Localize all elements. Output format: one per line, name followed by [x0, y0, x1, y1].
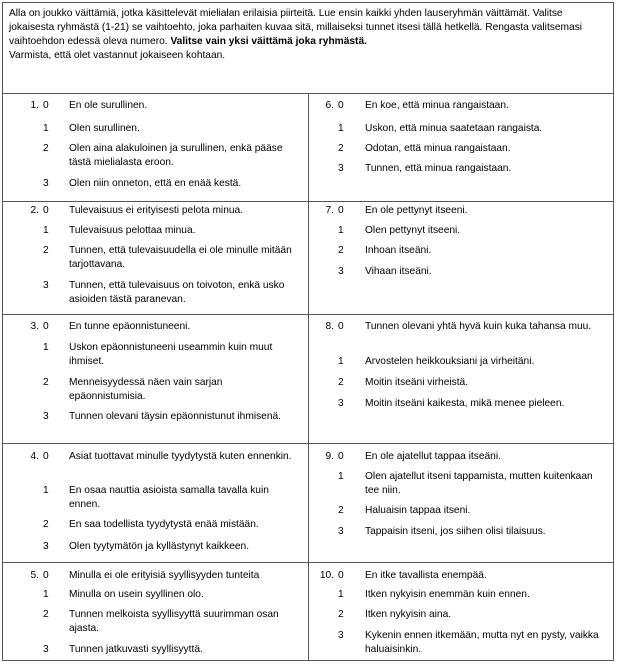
- divider: [3, 562, 613, 563]
- questionnaire-sheet: [2, 2, 614, 661]
- option-text: En ole ajatellut tappaa itseäni.: [365, 451, 501, 462]
- option-number[interactable]: 0: [338, 321, 344, 332]
- group-number: 4.: [30, 451, 39, 462]
- option-number[interactable]: 1: [43, 342, 49, 353]
- option-text: Tunnen, että tulevaisuudella ei ole minulle mitään tarjottavana.: [69, 245, 292, 270]
- option-text: Moitin itseäni virheistä.: [365, 377, 469, 388]
- option-text: Tulevaisuus pelottaa minua.: [69, 225, 196, 236]
- option-text: En tunne epäonnistuneeni.: [69, 321, 191, 332]
- option-number[interactable]: 3: [338, 163, 344, 174]
- option-number[interactable]: 2: [338, 377, 344, 388]
- option-number[interactable]: 0: [43, 570, 49, 581]
- option-number[interactable]: 1: [338, 225, 344, 236]
- option-text: Inhoan itseäni.: [365, 245, 432, 256]
- option-number[interactable]: 3: [338, 266, 344, 277]
- option-text: Tunnen melkoista syyllisyyttä suurimman osan ajasta.: [69, 609, 279, 634]
- option-text: Tunnen olevani yhtä hyvä kuin kuka tahansa muu.: [365, 321, 592, 332]
- option-text: Minulla on usein syyllinen olo.: [69, 589, 204, 600]
- option-text: Olen tyytymätön ja kyllästynyt kaikkeen.: [69, 541, 250, 552]
- column-divider: [308, 93, 309, 660]
- option-number[interactable]: 3: [43, 280, 49, 291]
- instructions-reminder: Varmista, että olet vastannut jokaiseen kohtaan.: [9, 50, 226, 61]
- instructions-text: Alla on joukko väittämiä, jotka käsittelevät mielialan erilaisia piirteitä. Lue ensin kaikki yhden lauseryhmän väittämät. Valitse jokaisesta ryhmästä (1-21) se vaihtoehto, joka parhaiten kuvaa sitä, millaiseksi tunnet itsesi tällä hetkellä. Rengasta valitsemasi vaihtoehdon edessä oleva numero.: [9, 8, 583, 47]
- option-text: En osaa nauttia asioista samalla tavalla kuin ennen.: [69, 485, 269, 510]
- option-text: Itken nykyisin aina.: [365, 609, 452, 620]
- option-number[interactable]: 2: [338, 143, 344, 154]
- option-number[interactable]: 0: [338, 205, 344, 216]
- option-text: Minulla ei ole erityisiä syyllisyyden tunteita: [69, 570, 260, 581]
- option-number[interactable]: 1: [338, 356, 344, 367]
- group-number: 10.: [319, 570, 334, 581]
- option-text: En koe, että minua rangaistaan.: [365, 100, 509, 111]
- group-number: 5.: [30, 570, 39, 581]
- option-number[interactable]: 2: [43, 245, 49, 256]
- option-number[interactable]: 1: [43, 589, 49, 600]
- option-number[interactable]: 0: [338, 451, 344, 462]
- option-number[interactable]: 0: [43, 100, 49, 111]
- option-text: Uskon epäonnistuneeni useammin kuin muut ihmiset.: [69, 342, 273, 367]
- group-number: 3.: [30, 321, 39, 332]
- option-number[interactable]: 0: [43, 205, 49, 216]
- option-number[interactable]: 0: [43, 321, 49, 332]
- option-text: Tunnen, että minua rangaistaan.: [365, 163, 512, 174]
- option-text: Asiat tuottavat minulle tyydytystä kuten ennenkin.: [69, 451, 292, 462]
- option-number[interactable]: 1: [43, 225, 49, 236]
- option-text: Olen aina alakuloinen ja surullinen, enkä pääse tästä mielialasta eroon.: [69, 143, 283, 168]
- group-number: 1.: [30, 100, 39, 111]
- divider: [3, 443, 613, 444]
- option-number[interactable]: 1: [43, 485, 49, 496]
- option-text: En saa todellista tyydytystä enää mistään.: [69, 519, 259, 530]
- group-number: 6.: [325, 100, 334, 111]
- option-text: Olen ajatellut itseni tappamista, mutten kuitenkaan tee niin.: [365, 471, 593, 496]
- option-number[interactable]: 2: [43, 609, 49, 620]
- option-text: En ole surullinen.: [69, 100, 148, 111]
- option-number[interactable]: 0: [338, 100, 344, 111]
- option-text: Tulevaisuus ei erityisesti pelota minua.: [69, 205, 244, 216]
- option-number[interactable]: 1: [338, 123, 344, 134]
- option-number[interactable]: 3: [43, 178, 49, 189]
- divider: [3, 314, 613, 315]
- option-text: Itken nykyisin enemmän kuin ennen.: [365, 589, 530, 600]
- group-number: 8.: [325, 321, 334, 332]
- option-text: Uskon, että minua saatetaan rangaista.: [365, 123, 543, 134]
- option-text: Moitin itseäni kaikesta, mikä menee pieleen.: [365, 398, 565, 409]
- instructions: [9, 7, 607, 63]
- option-text: En itke tavallista enempää.: [365, 570, 487, 581]
- option-number[interactable]: 1: [338, 589, 344, 600]
- option-number[interactable]: 3: [338, 398, 344, 409]
- option-number[interactable]: 2: [338, 245, 344, 256]
- option-number[interactable]: 2: [43, 519, 49, 530]
- option-number[interactable]: 0: [338, 570, 344, 581]
- option-number[interactable]: 3: [43, 541, 49, 552]
- option-number[interactable]: 2: [338, 609, 344, 620]
- group-number: 9.: [325, 451, 334, 462]
- option-text: Olen niin onneton, että en enää kestä.: [69, 178, 242, 189]
- option-text: Vihaan itseäni.: [365, 266, 432, 277]
- group-number: 7.: [325, 205, 334, 216]
- option-text: En ole pettynyt itseeni.: [365, 205, 468, 216]
- option-text: Tunnen olevani täysin epäonnistunut ihmisenä.: [69, 411, 282, 422]
- option-text: Menneisyydessä näen vain sarjan epäonnistumisia.: [69, 377, 223, 402]
- option-text: Haluaisin tappaa itseni.: [365, 505, 471, 516]
- option-text: Tappaisin itseni, jos siihen olisi tilaisuus.: [365, 526, 546, 537]
- option-text: Tunnen jatkuvasti syyllisyyttä.: [69, 644, 203, 655]
- option-text: Odotan, että minua rangaistaan.: [365, 143, 511, 154]
- option-text: Olen pettynyt itseeni.: [365, 225, 461, 236]
- option-text: Tunnen, että tulevaisuus on toivoton, enkä usko asioiden tästä paranevan.: [69, 280, 285, 305]
- option-number[interactable]: 2: [43, 377, 49, 388]
- option-number[interactable]: 3: [43, 411, 49, 422]
- option-text: Arvostelen heikkouksiani ja virheitäni.: [365, 356, 535, 367]
- option-number[interactable]: 3: [338, 526, 344, 537]
- option-text: Kykenin ennen itkemään, mutta nyt en pysty, vaikka haluaisinkin.: [365, 630, 599, 655]
- instructions-bold: Valitse vain yksi väittämä joka ryhmästä.: [170, 36, 367, 47]
- option-number[interactable]: 0: [43, 451, 49, 462]
- option-number[interactable]: 2: [338, 505, 344, 516]
- option-number[interactable]: 1: [43, 123, 49, 134]
- option-text: Olen surullinen.: [69, 123, 140, 134]
- group-number: 2.: [30, 205, 39, 216]
- divider: [3, 201, 613, 202]
- option-number[interactable]: 2: [43, 143, 49, 154]
- option-number[interactable]: 1: [338, 471, 344, 482]
- option-number[interactable]: 3: [338, 630, 344, 641]
- option-number[interactable]: 3: [43, 644, 49, 655]
